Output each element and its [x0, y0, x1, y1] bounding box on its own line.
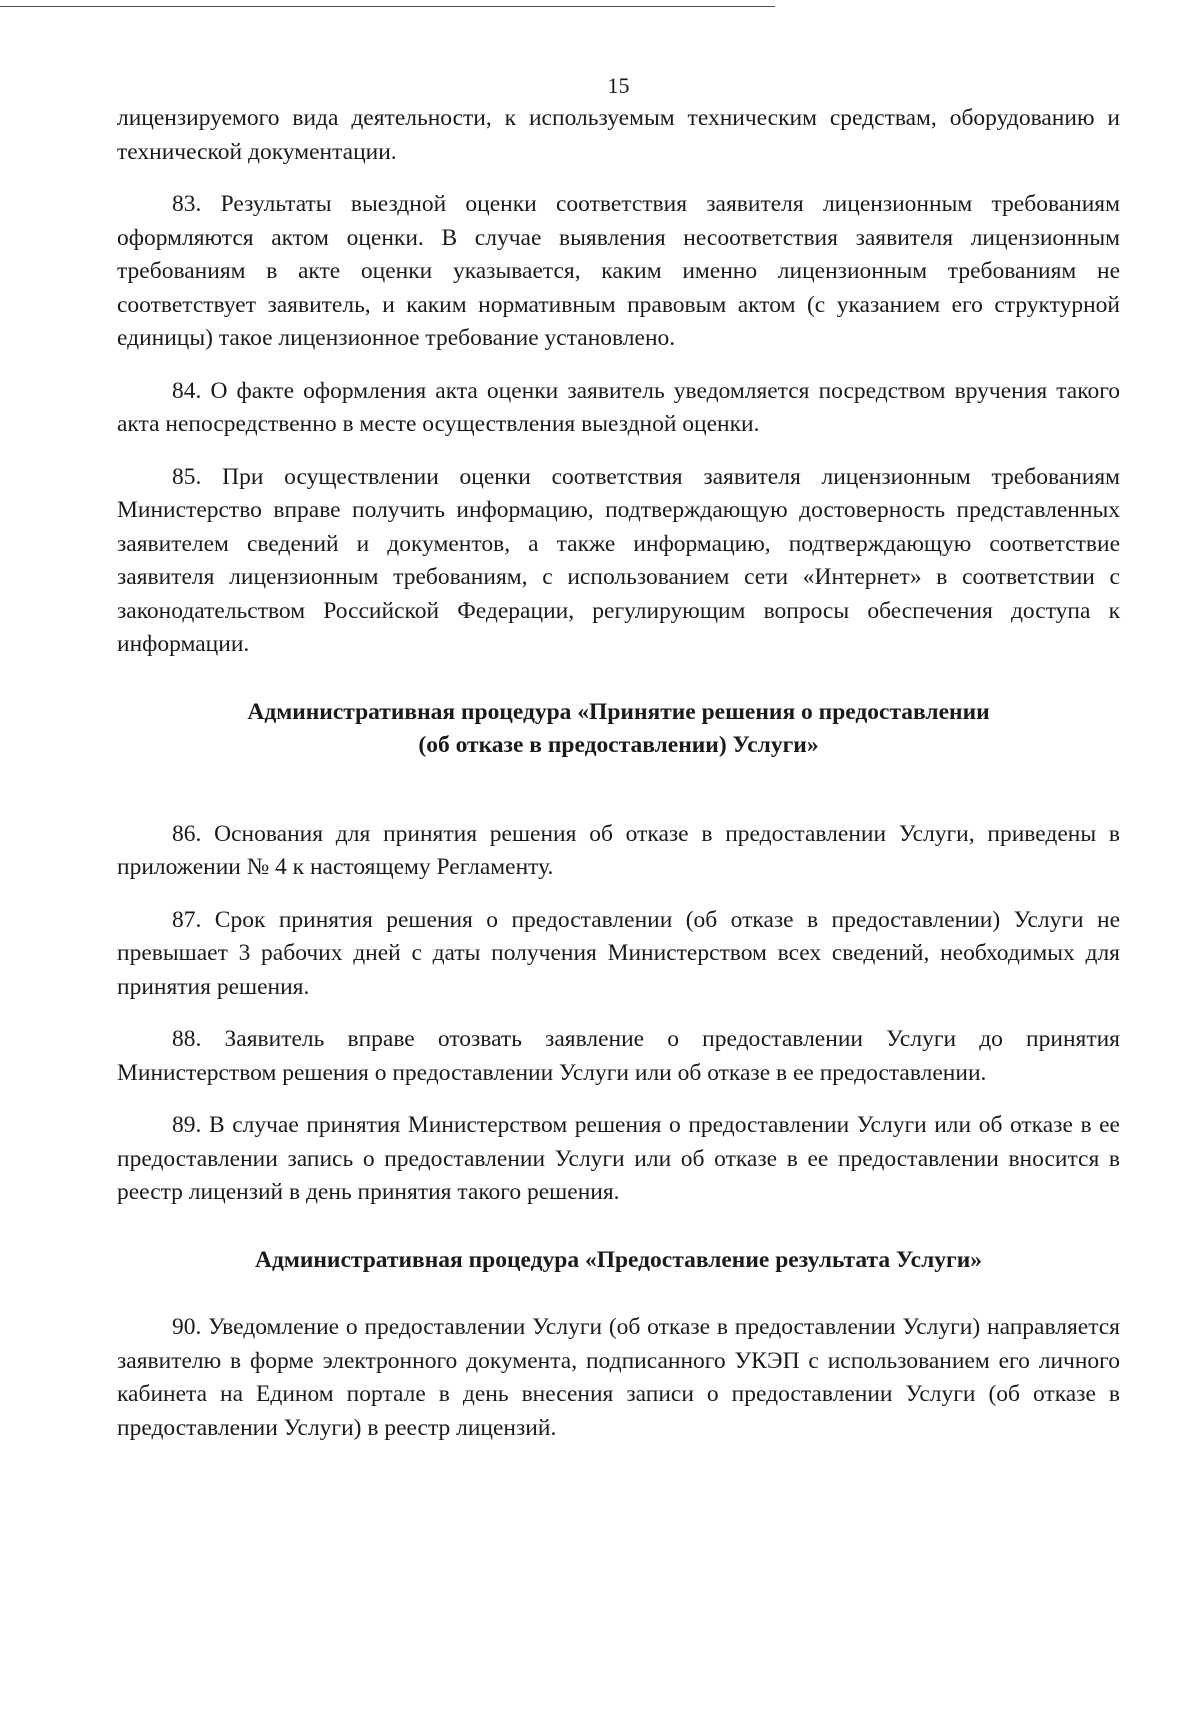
page-number: 15 [607, 73, 630, 98]
paragraph-continuation: лицензируемого вида деятельности, к используемым техническим средствам, оборудованию и технической документации. [117, 105, 1120, 165]
paragraph-83: 83. Результаты выездной оценки соответствия заявителя лицензионным требованиям оформляются актом оценки. В случае выявления несоответствия заявителя лицензионным требованиям в акте оценки указывается, каким именно лицензионным требованиям не соответствует заявитель, и каким нормативным правовым актом (с указанием его структурной единицы) такое лицензионное требование установлено. [117, 191, 1120, 351]
section-heading-decision-line2: (об отказе в предоставлении) Услуги» [418, 732, 819, 758]
paragraph-90: 90. Уведомление о предоставлении Услуги (об отказе в предоставлении Услуги) направляется заявителю в форме электронного документа, подписанного УКЭП с использованием его личного кабинета на Едином портале в день внесения записи о предоставлении Услуги (об отказе в предоставлении Услуги) в реестр лицензий. [117, 1314, 1120, 1441]
section-heading-decision-line1: Административная процедура «Принятие решения о предоставлении [247, 698, 990, 725]
paragraph-84: 84. О факте оформления акта оценки заявитель уведомляется посредством вручения такого акта непосредственно в месте осуществления выездной оценки. [117, 377, 1120, 437]
top-rule [0, 6, 775, 7]
paragraph-89: 89. В случае принятия Министерством решения о предоставлении Услуги или об отказе в ее предоставлении запись о предоставлении Услуги или об отказе в ее предоставлении вносится в реестр лицензий в день принятия такого решения. [117, 1112, 1120, 1205]
document-body [117, 102, 1120, 1445]
paragraph-86: 86. Основания для принятия решения об отказе в предоставлении Услуги, приведены в приложении № 4 к настоящему Регламенту. [117, 820, 1120, 880]
paragraph-87: 87. Срок принятия решения о предоставлении (об отказе в предоставлении) Услуги не превышает 3 рабочих дней с даты получения Министерством всех сведений, необходимых для принятия решения. [117, 906, 1120, 1000]
section-heading-decision [117, 696, 1120, 763]
section-heading-result: Административная процедура «Предоставление результата Услуги» [254, 1246, 982, 1273]
paragraph-85: 85. При осуществлении оценки соответствия заявителя лицензионным требованиям Министерство вправе получить информацию, подтверждающую достоверность представленных заявителем сведений и документов, а также информацию, подтверждающую соответствие заявителя лицензионным требованиям, с использованием сети «Интернет» в соответствии с законодательством Российской Федерации, регулирующим вопросы обеспечения доступа к информации. [117, 463, 1120, 657]
paragraph-88: 88. Заявитель вправе отозвать заявление о предоставлении Услуги до принятия Министерством решения о предоставлении Услуги или об отказе в ее предоставлении. [117, 1026, 1120, 1086]
